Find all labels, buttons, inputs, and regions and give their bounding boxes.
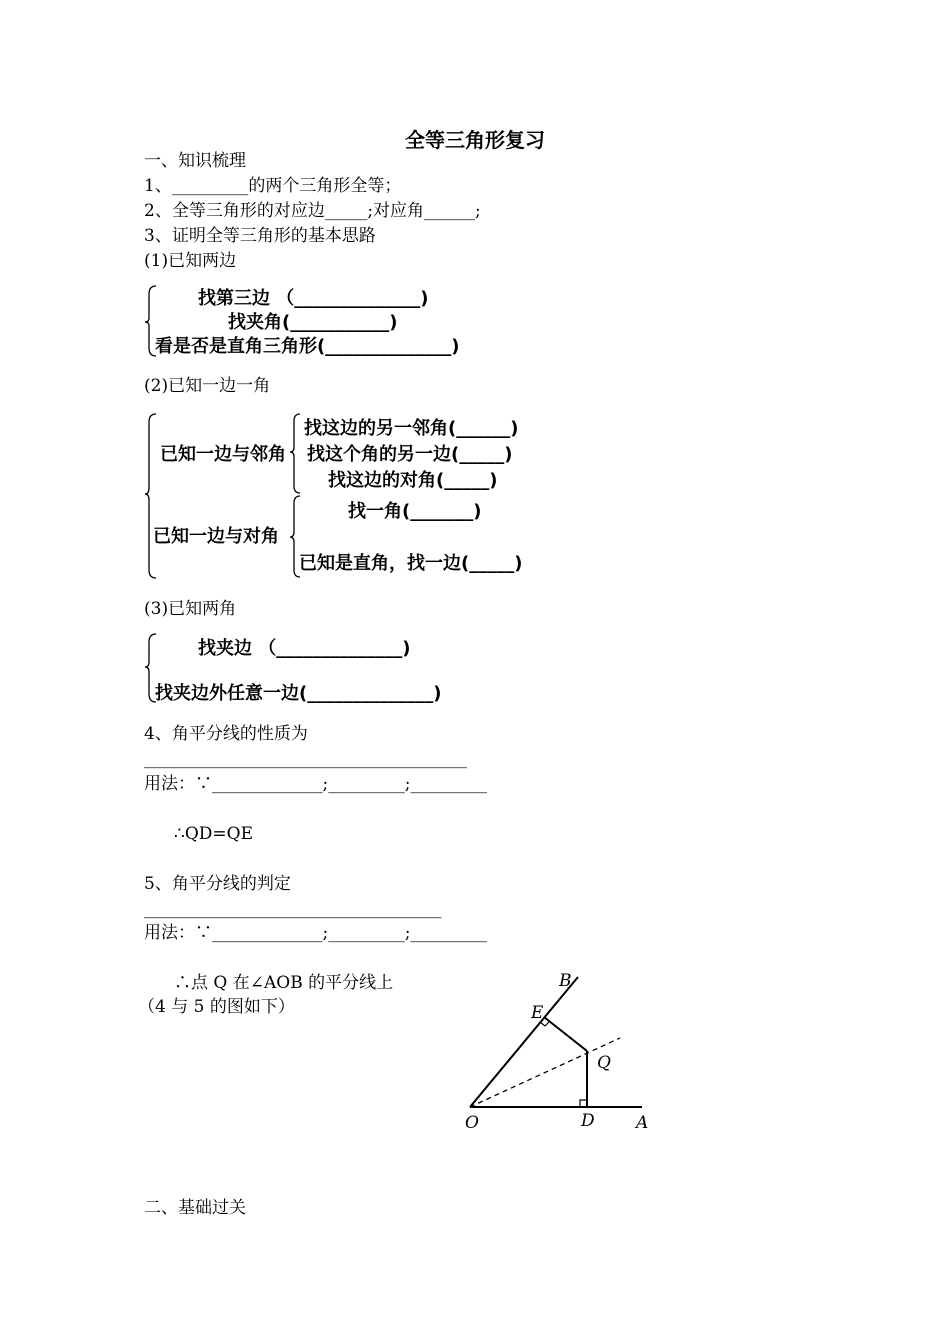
case3-row-1: 找夹边 （______________): [198, 638, 411, 659]
section2-heading: 二、基础过关: [144, 1198, 246, 1218]
case2-group2-row-1: 找一角(_______): [348, 501, 482, 522]
item5-blank: ___________________________________: [144, 899, 442, 919]
label-B: B: [559, 971, 572, 991]
case1-row-2: 找夹角(___________): [228, 312, 398, 333]
item4-usage: 用法：∵_____________;_________;_________: [144, 774, 487, 794]
item4-blank: ______________________________________: [144, 749, 467, 769]
item5-label: 5、角平分线的判定: [144, 874, 291, 894]
case2-group1-row-2: 找这个角的另一边(_____): [307, 444, 513, 465]
item2: 2、全等三角形的对应边_____;对应角______;: [144, 201, 481, 221]
item5-conclusion: ∴点 Q 在∠AOB 的平分线上: [174, 973, 394, 993]
segment-EQ: [544, 1017, 587, 1051]
item3: 3、证明全等三角形的基本思路: [144, 226, 376, 246]
case2-group2-label: 已知一边与对角: [153, 526, 279, 547]
label-E: E: [531, 1003, 544, 1023]
page-title: 全等三角形复习: [405, 128, 545, 152]
section1-heading: 一、知识梳理: [144, 151, 246, 171]
label-A: A: [636, 1113, 649, 1133]
case3-row-2: 找夹边外任意一边(______________): [155, 683, 442, 704]
label-O: O: [465, 1113, 479, 1133]
item5-usage: 用法：∵_____________;_________;_________: [144, 923, 487, 943]
case1-row-3: 看是否是直角三角形(______________): [155, 336, 460, 357]
case1-row-1: 找第三边 （______________): [198, 288, 429, 309]
case2-group1-label: 已知一边与邻角: [160, 444, 286, 465]
label-D: D: [581, 1111, 595, 1131]
ray-OB: [470, 977, 578, 1107]
right-angle-mark-D: [580, 1100, 587, 1107]
case3-label: (3)已知两角: [144, 599, 237, 619]
case2-group1-row-1: 找这边的另一邻角(______): [304, 418, 519, 439]
case2-group2-row-2: 已知是直角，找一边(_____): [299, 553, 523, 574]
case2-group1-row-3: 找这边的对角(_____): [328, 470, 498, 491]
item4-conclusion: ∴QD=QE: [174, 824, 253, 844]
label-Q: Q: [597, 1053, 611, 1073]
item5-note: （4 与 5 的图如下）: [138, 997, 295, 1017]
case1-label: (1)已知两边: [144, 251, 237, 271]
case2-label: (2)已知一边一角: [144, 376, 271, 396]
item1: 1、_________的两个三角形全等；: [144, 176, 402, 196]
item4-label: 4、角平分线的性质为: [144, 724, 308, 744]
